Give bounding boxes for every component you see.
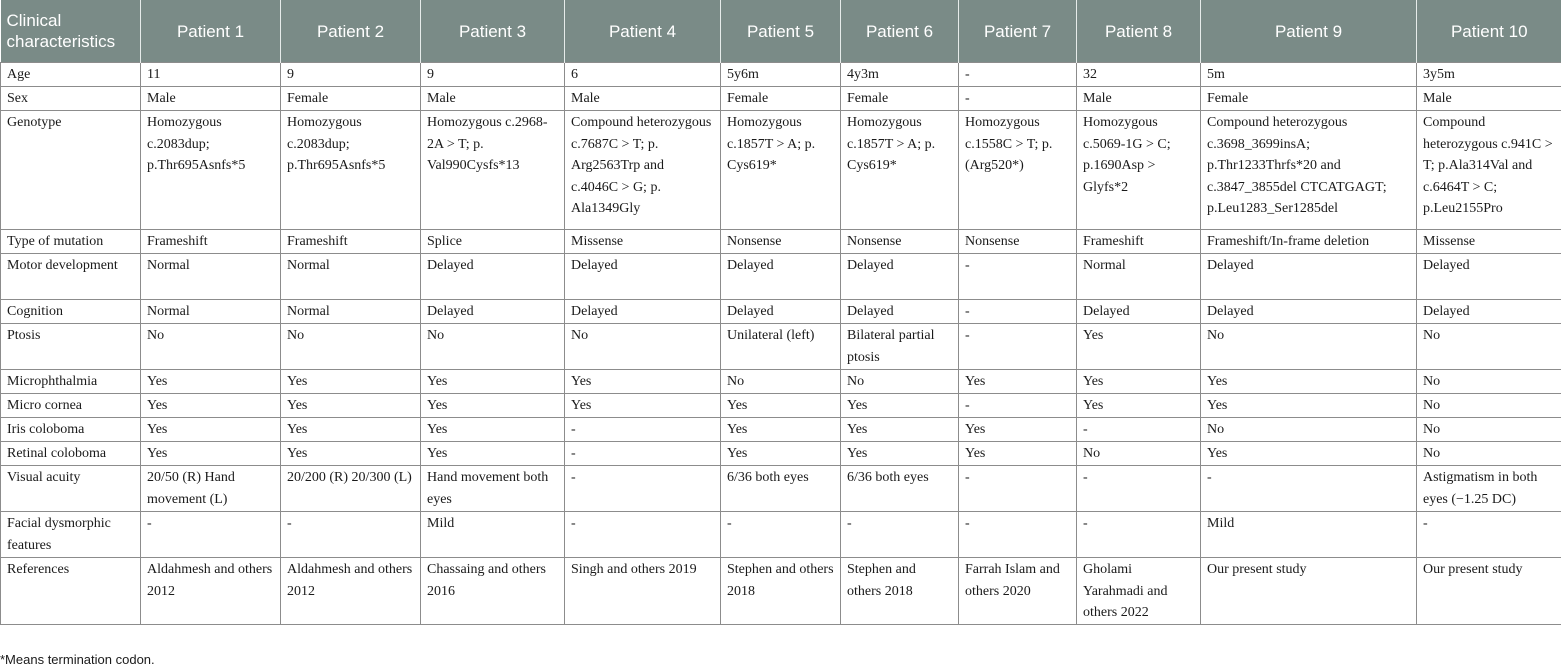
table-cell: Yes <box>1201 370 1417 394</box>
table-cell: Astigmatism in both eyes (−1.25 DC) <box>1417 466 1561 512</box>
table-cell: Female <box>841 87 959 111</box>
table-cell: 5m <box>1201 63 1417 87</box>
table-cell: Yes <box>721 442 841 466</box>
table-cell: Delayed <box>565 254 721 300</box>
table-cell: Delayed <box>1417 254 1561 300</box>
table-row <box>1 394 1561 418</box>
row-label: Micro cornea <box>1 394 141 418</box>
table-cell: - <box>959 300 1077 324</box>
table-cell: Male <box>565 87 721 111</box>
table-cell: Farrah Islam and others 2020 <box>959 558 1077 625</box>
table-cell: - <box>959 394 1077 418</box>
table-cell: Normal <box>281 300 421 324</box>
table-cell: Homozygous c.1857T > A; p. Cys619* <box>721 111 841 230</box>
table-cell: Delayed <box>421 254 565 300</box>
table-cell: Stephen and others 2018 <box>721 558 841 625</box>
table-cell: Homozygous c.2083dup; p.Thr695Asnfs*5 <box>141 111 281 230</box>
table-cell: Bilateral partial ptosis <box>841 324 959 370</box>
header-cell: Patient 1 <box>141 0 281 63</box>
table-row <box>1 466 1561 512</box>
table-cell: Yes <box>421 370 565 394</box>
table-cell: Yes <box>1201 442 1417 466</box>
table-cell: - <box>959 324 1077 370</box>
table-cell: Mild <box>421 512 565 558</box>
table-cell: Yes <box>141 370 281 394</box>
table-row <box>1 442 1561 466</box>
table-row <box>1 254 1561 300</box>
row-label: Motor development <box>1 254 141 300</box>
table-cell: Frameshift <box>281 230 421 254</box>
row-label: Visual acuity <box>1 466 141 512</box>
row-label: Genotype <box>1 111 141 230</box>
table-cell: Nonsense <box>959 230 1077 254</box>
table-row <box>1 111 1561 230</box>
table-cell: Yes <box>959 442 1077 466</box>
table-cell: 3y5m <box>1417 63 1561 87</box>
header-cell: Patient 8 <box>1077 0 1201 63</box>
row-label: Cognition <box>1 300 141 324</box>
table-cell: No <box>281 324 421 370</box>
table-cell: Yes <box>421 394 565 418</box>
header-cell: Patient 3 <box>421 0 565 63</box>
table-cell: Male <box>1077 87 1201 111</box>
table-cell: 20/50 (R) Hand movement (L) <box>141 466 281 512</box>
table-cell: Yes <box>1077 370 1201 394</box>
table-cell: Yes <box>1077 394 1201 418</box>
table-cell: Delayed <box>1201 254 1417 300</box>
table-cell: Yes <box>421 442 565 466</box>
table-cell: Gholami Yarahmadi and others 2022 <box>1077 558 1201 625</box>
table-cell: - <box>565 442 721 466</box>
table-cell: Yes <box>421 418 565 442</box>
table-cell: No <box>721 370 841 394</box>
table-cell: - <box>281 512 421 558</box>
table-cell: Yes <box>281 442 421 466</box>
table-cell: Yes <box>281 418 421 442</box>
table-cell: 32 <box>1077 63 1201 87</box>
header-cell: Clinical characteristics <box>1 0 141 63</box>
table-cell: 6 <box>565 63 721 87</box>
table-cell: Male <box>421 87 565 111</box>
table-cell: No <box>1417 324 1561 370</box>
table-cell: 6/36 both eyes <box>721 466 841 512</box>
table-cell: Homozygous c.1558C > T; p. (Arg520*) <box>959 111 1077 230</box>
table-cell: Normal <box>1077 254 1201 300</box>
table-cell: - <box>959 512 1077 558</box>
table-cell: Splice <box>421 230 565 254</box>
table-cell: - <box>1201 466 1417 512</box>
table-row <box>1 87 1561 111</box>
table-cell: Homozygous c.1857T > A; p. Cys619* <box>841 111 959 230</box>
table-cell: Nonsense <box>841 230 959 254</box>
row-label: Sex <box>1 87 141 111</box>
table-cell: - <box>841 512 959 558</box>
table-cell: Normal <box>141 254 281 300</box>
table-cell: Yes <box>565 394 721 418</box>
table-cell: 5y6m <box>721 63 841 87</box>
row-label: Facial dysmorphic features <box>1 512 141 558</box>
table-cell: - <box>1417 512 1561 558</box>
table-cell: Yes <box>721 418 841 442</box>
table-cell: - <box>1077 418 1201 442</box>
table-cell: 9 <box>421 63 565 87</box>
table-cell: Yes <box>959 418 1077 442</box>
table-cell: No <box>141 324 281 370</box>
table-cell: Yes <box>841 442 959 466</box>
table-cell: Our present study <box>1417 558 1561 625</box>
table-cell: Delayed <box>1417 300 1561 324</box>
table-cell: Compound heterozygous c.941C > T; p.Ala314Val and c.6464T > C; p.Leu2155Pro <box>1417 111 1561 230</box>
table-cell: No <box>1077 442 1201 466</box>
table-cell: Homozygous c.5069-1G > C; p.1690Asp > Glyfs*2 <box>1077 111 1201 230</box>
table-row <box>1 63 1561 87</box>
table-cell: Unilateral (left) <box>721 324 841 370</box>
table-cell: 4y3m <box>841 63 959 87</box>
table-cell: No <box>565 324 721 370</box>
table-cell: Homozygous c.2968-2A > T; p. Val990Cysfs*13 <box>421 111 565 230</box>
header-cell: Patient 9 <box>1201 0 1417 63</box>
table-cell: Aldahmesh and others 2012 <box>141 558 281 625</box>
table-cell: Delayed <box>421 300 565 324</box>
table-cell: No <box>1201 418 1417 442</box>
table-cell: Our present study <box>1201 558 1417 625</box>
table-cell: Female <box>281 87 421 111</box>
table-cell: Yes <box>841 418 959 442</box>
row-label: Age <box>1 63 141 87</box>
table-cell: Frameshift <box>1077 230 1201 254</box>
table-cell: Nonsense <box>721 230 841 254</box>
table-cell: - <box>959 87 1077 111</box>
table-cell: Homozygous c.2083dup; p.Thr695Asnfs*5 <box>281 111 421 230</box>
table-cell: - <box>1077 466 1201 512</box>
table-cell: Female <box>721 87 841 111</box>
row-label: References <box>1 558 141 625</box>
table-cell: No <box>1417 370 1561 394</box>
table-cell: - <box>565 512 721 558</box>
table-cell: Singh and others 2019 <box>565 558 721 625</box>
table-cell: Compound heterozygous c.3698_3699insA; p.Thr1233Thrfs*20 and c.3847_3855del CTCATGAGT; p.Leu1283_Ser1285del <box>1201 111 1417 230</box>
table-body <box>1 63 1561 625</box>
table-cell: Mild <box>1201 512 1417 558</box>
table-cell: 11 <box>141 63 281 87</box>
row-label: Microphthalmia <box>1 370 141 394</box>
table-cell: Yes <box>141 442 281 466</box>
table-cell: - <box>959 254 1077 300</box>
table-cell: Yes <box>1201 394 1417 418</box>
table-cell: 9 <box>281 63 421 87</box>
table-row <box>1 300 1561 324</box>
table-cell: Aldahmesh and others 2012 <box>281 558 421 625</box>
header-cell: Patient 2 <box>281 0 421 63</box>
table-cell: Yes <box>565 370 721 394</box>
table-cell: Yes <box>281 394 421 418</box>
table-cell: - <box>959 466 1077 512</box>
table-cell: Frameshift <box>141 230 281 254</box>
row-label: Retinal coloboma <box>1 442 141 466</box>
table-cell: Yes <box>141 418 281 442</box>
header-cell: Patient 7 <box>959 0 1077 63</box>
header-cell: Patient 4 <box>565 0 721 63</box>
table-cell: Stephen and others 2018 <box>841 558 959 625</box>
table-cell: - <box>959 63 1077 87</box>
table-cell: Delayed <box>841 254 959 300</box>
table-cell: Delayed <box>841 300 959 324</box>
table-cell: No <box>1417 442 1561 466</box>
header-cell: Patient 10 <box>1417 0 1561 63</box>
table-cell: Missense <box>1417 230 1561 254</box>
table-cell: Missense <box>565 230 721 254</box>
table-cell: Female <box>1201 87 1417 111</box>
table-cell: Yes <box>721 394 841 418</box>
table-cell: Delayed <box>1077 300 1201 324</box>
table-cell: Normal <box>141 300 281 324</box>
table-cell: - <box>565 466 721 512</box>
table-cell: - <box>1077 512 1201 558</box>
header-row <box>1 0 1561 63</box>
table-cell: Compound heterozygous c.7687C > T; p. Arg2563Trp and c.4046C > G; p. Ala1349Gly <box>565 111 721 230</box>
table-cell: No <box>1201 324 1417 370</box>
table-cell: Yes <box>959 370 1077 394</box>
header-cell: Patient 6 <box>841 0 959 63</box>
table-cell: - <box>565 418 721 442</box>
table-cell: Frameshift/In-frame deletion <box>1201 230 1417 254</box>
table-cell: No <box>1417 394 1561 418</box>
table-cell: - <box>721 512 841 558</box>
table-cell: No <box>1417 418 1561 442</box>
header-cell: Patient 5 <box>721 0 841 63</box>
row-label: Type of mutation <box>1 230 141 254</box>
table-cell: Yes <box>281 370 421 394</box>
footnote: *Means termination codon. <box>0 652 155 667</box>
table-row <box>1 324 1561 370</box>
table-cell: - <box>141 512 281 558</box>
table-cell: Male <box>1417 87 1561 111</box>
table-row <box>1 230 1561 254</box>
table-cell: Delayed <box>565 300 721 324</box>
table-cell: Normal <box>281 254 421 300</box>
table-cell: No <box>841 370 959 394</box>
table-row <box>1 370 1561 394</box>
row-label: Ptosis <box>1 324 141 370</box>
table-row <box>1 558 1561 625</box>
table-row <box>1 512 1561 558</box>
table-cell: Male <box>141 87 281 111</box>
table-cell: Hand movement both eyes <box>421 466 565 512</box>
table-cell: Yes <box>141 394 281 418</box>
table-cell: Yes <box>1077 324 1201 370</box>
table-cell: Delayed <box>721 300 841 324</box>
row-label: Iris coloboma <box>1 418 141 442</box>
table-cell: Chassaing and others 2016 <box>421 558 565 625</box>
table-cell: Delayed <box>721 254 841 300</box>
table-row <box>1 418 1561 442</box>
table-cell: Yes <box>841 394 959 418</box>
table-cell: 20/200 (R) 20/300 (L) <box>281 466 421 512</box>
table-cell: No <box>421 324 565 370</box>
table-cell: 6/36 both eyes <box>841 466 959 512</box>
table-cell: Delayed <box>1201 300 1417 324</box>
